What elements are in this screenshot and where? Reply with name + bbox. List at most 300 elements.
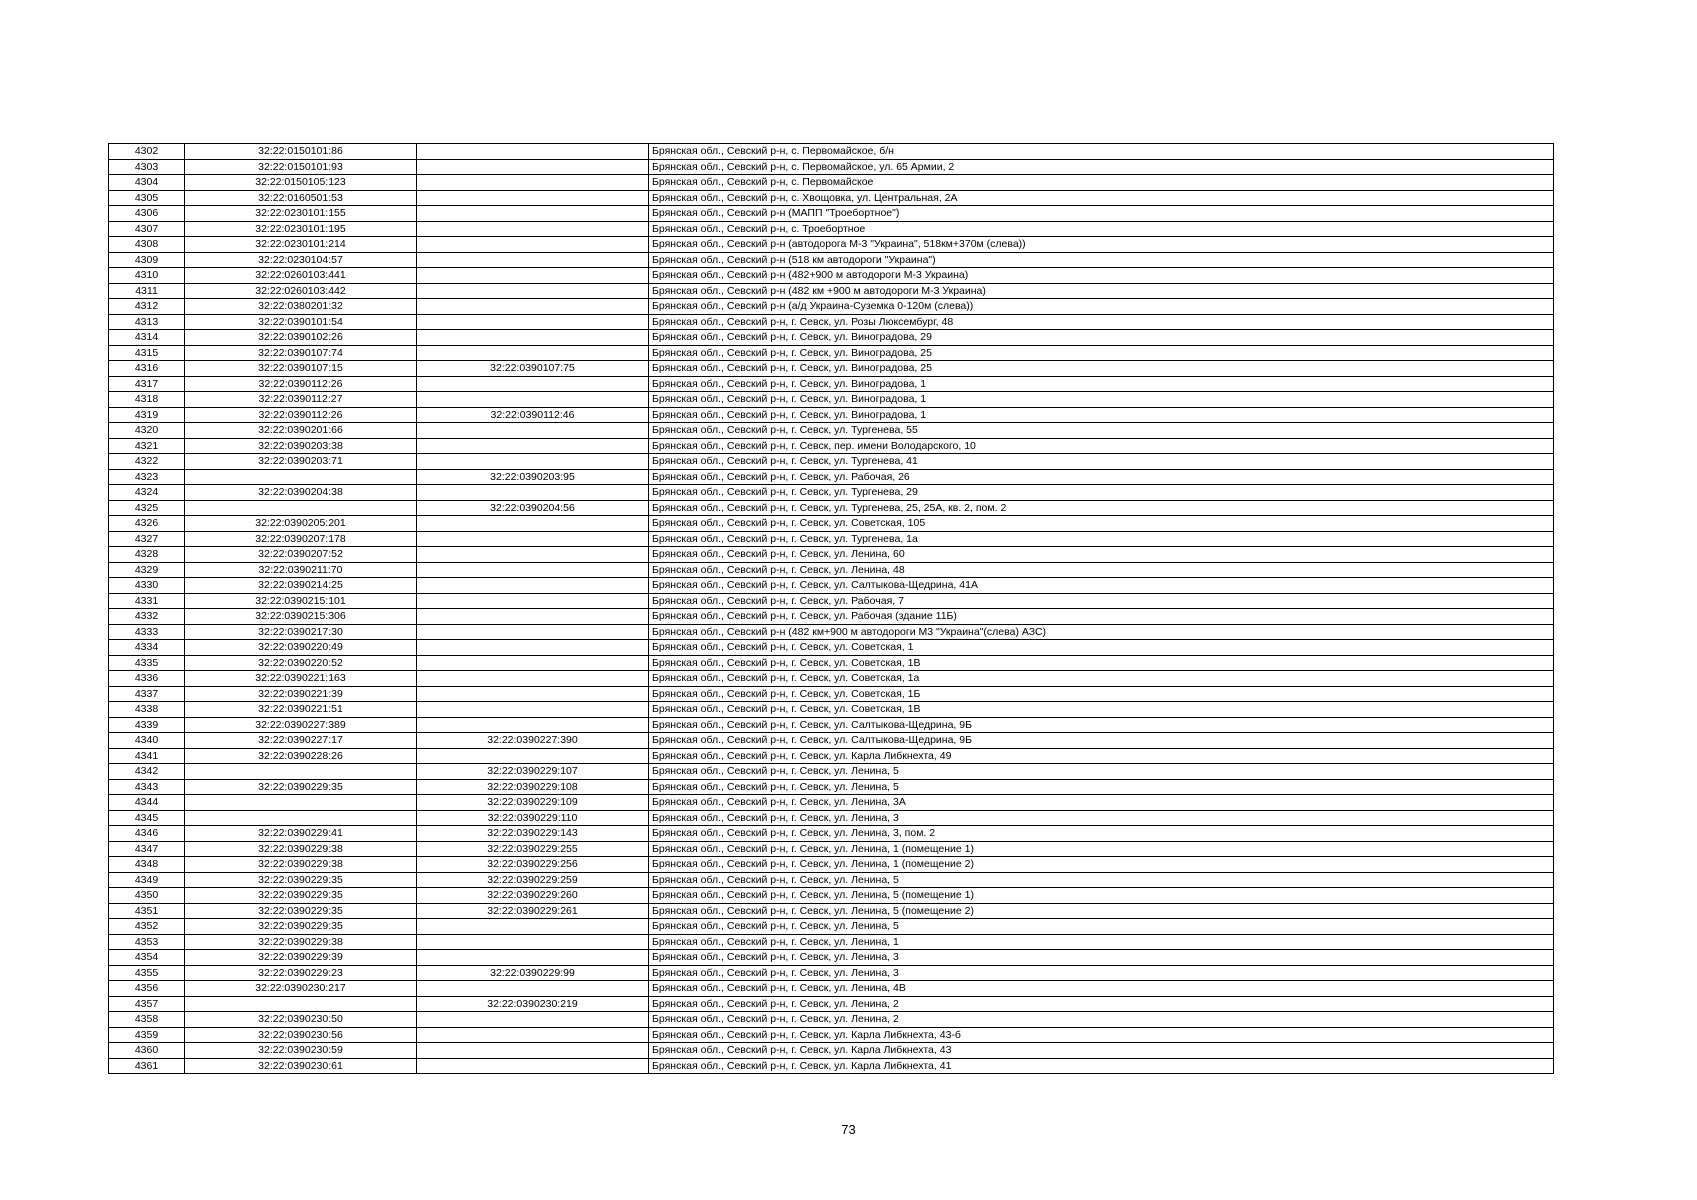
cadastral-number-cell: 32:22:0390229:35	[185, 779, 417, 795]
address-cell: Брянская обл., Севский р-н, г. Севск, ул. Рабочая (здание 11Б)	[649, 609, 1554, 625]
table-row	[109, 547, 1554, 563]
cadastral-number-cell	[185, 810, 417, 826]
table-row	[109, 795, 1554, 811]
related-cadastral-cell: 32:22:0390204:56	[417, 500, 649, 516]
related-cadastral-cell: 32:22:0390229:256	[417, 857, 649, 873]
related-cadastral-cell	[417, 190, 649, 206]
address-cell: Брянская обл., Севский р-н, г. Севск, ул. Виноградова, 25	[649, 361, 1554, 377]
related-cadastral-cell	[417, 547, 649, 563]
cadastral-number-cell: 32:22:0390229:23	[185, 965, 417, 981]
table-row	[109, 640, 1554, 656]
address-cell: Брянская обл., Севский р-н, г. Севск, ул. Тургенева, 1а	[649, 531, 1554, 547]
page-number: 73	[841, 1122, 856, 1137]
related-cadastral-cell	[417, 345, 649, 361]
table-row	[109, 1012, 1554, 1028]
table-row	[109, 252, 1554, 268]
address-cell: Брянская обл., Севский р-н (482 км +900 м автодороги М-3 Украина)	[649, 283, 1554, 299]
row-number-cell: 4321	[109, 438, 185, 454]
row-number-cell: 4327	[109, 531, 185, 547]
address-cell: Брянская обл., Севский р-н, г. Севск, ул. Советская, 1В	[649, 702, 1554, 718]
table-row	[109, 717, 1554, 733]
cadastral-number-cell: 32:22:0390229:35	[185, 919, 417, 935]
row-number-cell: 4323	[109, 469, 185, 485]
related-cadastral-cell	[417, 934, 649, 950]
row-number-cell: 4361	[109, 1058, 185, 1074]
row-number-cell: 4334	[109, 640, 185, 656]
cadastral-number-cell: 32:22:0390221:39	[185, 686, 417, 702]
address-cell: Брянская обл., Севский р-н, г. Севск, ул. Советская, 1Б	[649, 686, 1554, 702]
cadastral-number-cell: 32:22:0390230:59	[185, 1043, 417, 1059]
row-number-cell: 4310	[109, 268, 185, 284]
row-number-cell: 4331	[109, 593, 185, 609]
related-cadastral-cell	[417, 640, 649, 656]
related-cadastral-cell	[417, 159, 649, 175]
address-cell: Брянская обл., Севский р-н, г. Севск, ул. Тургенева, 29	[649, 485, 1554, 501]
related-cadastral-cell	[417, 655, 649, 671]
table-row	[109, 686, 1554, 702]
table-row	[109, 516, 1554, 532]
table-row	[109, 810, 1554, 826]
table-row	[109, 159, 1554, 175]
address-cell: Брянская обл., Севский р-н, г. Севск, ул. Советская, 1а	[649, 671, 1554, 687]
related-cadastral-cell	[417, 578, 649, 594]
cadastral-number-cell: 32:22:0390215:306	[185, 609, 417, 625]
related-cadastral-cell	[417, 252, 649, 268]
row-number-cell: 4341	[109, 748, 185, 764]
address-cell: Брянская обл., Севский р-н, г. Севск, ул. Рабочая, 26	[649, 469, 1554, 485]
row-number-cell: 4358	[109, 1012, 185, 1028]
table-row	[109, 624, 1554, 640]
address-cell: Брянская обл., Севский р-н, г. Севск, ул. Ленина, 5 (помещение 2)	[649, 903, 1554, 919]
row-number-cell: 4359	[109, 1027, 185, 1043]
table-row	[109, 934, 1554, 950]
table-row	[109, 392, 1554, 408]
row-number-cell: 4313	[109, 314, 185, 330]
cadastral-number-cell: 32:22:0390102:26	[185, 330, 417, 346]
related-cadastral-cell	[417, 748, 649, 764]
cadastral-number-cell: 32:22:0390112:26	[185, 407, 417, 423]
table-row	[109, 872, 1554, 888]
related-cadastral-cell	[417, 702, 649, 718]
cadastral-number-cell: 32:22:0150101:93	[185, 159, 417, 175]
address-cell: Брянская обл., Севский р-н, г. Севск, ул. Тургенева, 41	[649, 454, 1554, 470]
address-cell: Брянская обл., Севский р-н, г. Севск, ул. Карла Либкнехта, 43-б	[649, 1027, 1554, 1043]
cadastral-number-cell: 32:22:0150101:86	[185, 144, 417, 160]
cadastral-number-cell: 32:22:0390229:35	[185, 903, 417, 919]
related-cadastral-cell	[417, 206, 649, 222]
row-number-cell: 4317	[109, 376, 185, 392]
cadastral-number-cell: 32:22:0390230:61	[185, 1058, 417, 1074]
address-cell: Брянская обл., Севский р-н, г. Севск, ул. Ленина, 5	[649, 919, 1554, 935]
cadastral-number-cell: 32:22:0390230:56	[185, 1027, 417, 1043]
row-number-cell: 4360	[109, 1043, 185, 1059]
row-number-cell: 4346	[109, 826, 185, 842]
table-row	[109, 531, 1554, 547]
row-number-cell: 4322	[109, 454, 185, 470]
table-row	[109, 407, 1554, 423]
address-cell: Брянская обл., Севский р-н, г. Севск, ул. Салтыкова-Щедрина, 41А	[649, 578, 1554, 594]
cadastral-number-cell: 32:22:0390229:35	[185, 872, 417, 888]
row-number-cell: 4356	[109, 981, 185, 997]
row-number-cell: 4355	[109, 965, 185, 981]
address-cell: Брянская обл., Севский р-н, г. Севск, ул. Советская, 1	[649, 640, 1554, 656]
cadastral-number-cell: 32:22:0390211:70	[185, 562, 417, 578]
address-cell: Брянская обл., Севский р-н, г. Севск, ул. Ленина, 3, пом. 2	[649, 826, 1554, 842]
cadastral-number-cell: 32:22:0230101:214	[185, 237, 417, 253]
table-row	[109, 748, 1554, 764]
related-cadastral-cell: 32:22:0390229:109	[417, 795, 649, 811]
related-cadastral-cell	[417, 1027, 649, 1043]
row-number-cell: 4316	[109, 361, 185, 377]
cadastral-number-cell: 32:22:0390229:41	[185, 826, 417, 842]
related-cadastral-cell	[417, 423, 649, 439]
table-row	[109, 268, 1554, 284]
cadastral-number-cell	[185, 764, 417, 780]
related-cadastral-cell	[417, 144, 649, 160]
address-cell: Брянская обл., Севский р-н, г. Севск, ул. Ленина, 1	[649, 934, 1554, 950]
cadastral-number-cell: 32:22:0390227:389	[185, 717, 417, 733]
table-row	[109, 996, 1554, 1012]
cadastral-number-cell: 32:22:0390220:52	[185, 655, 417, 671]
related-cadastral-cell: 32:22:0390229:261	[417, 903, 649, 919]
cadastral-number-cell: 32:22:0390229:38	[185, 841, 417, 857]
row-number-cell: 4303	[109, 159, 185, 175]
cadastral-number-cell: 32:22:0390203:38	[185, 438, 417, 454]
related-cadastral-cell	[417, 485, 649, 501]
table-row	[109, 702, 1554, 718]
row-number-cell: 4312	[109, 299, 185, 315]
related-cadastral-cell	[417, 919, 649, 935]
related-cadastral-cell	[417, 562, 649, 578]
address-cell: Брянская обл., Севский р-н, с. Первомайское, б/н	[649, 144, 1554, 160]
address-cell: Брянская обл., Севский р-н, г. Севск, ул. Ленина, 60	[649, 547, 1554, 563]
related-cadastral-cell	[417, 330, 649, 346]
table-row	[109, 376, 1554, 392]
address-cell: Брянская обл., Севский р-н, г. Севск, ул. Ленина, 5	[649, 764, 1554, 780]
address-cell: Брянская обл., Севский р-н, г. Севск, ул. Салтыкова-Щедрина, 9Б	[649, 733, 1554, 749]
address-cell: Брянская обл., Севский р-н, с. Троебортное	[649, 221, 1554, 237]
table-row	[109, 144, 1554, 160]
property-table	[108, 143, 1554, 1074]
related-cadastral-cell	[417, 593, 649, 609]
table-row	[109, 562, 1554, 578]
row-number-cell: 4335	[109, 655, 185, 671]
related-cadastral-cell	[417, 221, 649, 237]
table-row	[109, 423, 1554, 439]
related-cadastral-cell	[417, 1012, 649, 1028]
address-cell: Брянская обл., Севский р-н, г. Севск, ул. Ленина, 5	[649, 872, 1554, 888]
table-row	[109, 841, 1554, 857]
table-row	[109, 1043, 1554, 1059]
related-cadastral-cell	[417, 686, 649, 702]
row-number-cell: 4336	[109, 671, 185, 687]
related-cadastral-cell	[417, 268, 649, 284]
row-number-cell: 4357	[109, 996, 185, 1012]
table-row	[109, 888, 1554, 904]
row-number-cell: 4306	[109, 206, 185, 222]
row-number-cell: 4339	[109, 717, 185, 733]
address-cell: Брянская обл., Севский р-н, г. Севск, ул. Ленина, 5 (помещение 1)	[649, 888, 1554, 904]
table-row	[109, 237, 1554, 253]
cadastral-number-cell	[185, 795, 417, 811]
row-number-cell: 4332	[109, 609, 185, 625]
related-cadastral-cell: 32:22:0390229:99	[417, 965, 649, 981]
address-cell: Брянская обл., Севский р-н, г. Севск, ул. Ленина, 1 (помещение 1)	[649, 841, 1554, 857]
cadastral-number-cell: 32:22:0390107:74	[185, 345, 417, 361]
related-cadastral-cell	[417, 283, 649, 299]
related-cadastral-cell	[417, 516, 649, 532]
related-cadastral-cell: 32:22:0390229:107	[417, 764, 649, 780]
address-cell: Брянская обл., Севский р-н, г. Севск, ул. Виноградова, 29	[649, 330, 1554, 346]
related-cadastral-cell	[417, 299, 649, 315]
table-body	[109, 144, 1554, 1074]
address-cell: Брянская обл., Севский р-н, г. Севск, ул. Тургенева, 55	[649, 423, 1554, 439]
address-cell: Брянская обл., Севский р-н, г. Севск, ул. Ленина, 3	[649, 965, 1554, 981]
address-cell: Брянская обл., Севский р-н, г. Севск, ул. Виноградова, 1	[649, 407, 1554, 423]
related-cadastral-cell	[417, 392, 649, 408]
cadastral-number-cell: 32:22:0390101:54	[185, 314, 417, 330]
row-number-cell: 4325	[109, 500, 185, 516]
related-cadastral-cell	[417, 950, 649, 966]
address-cell: Брянская обл., Севский р-н, г. Севск, ул. Ленина, 1 (помещение 2)	[649, 857, 1554, 873]
row-number-cell: 4324	[109, 485, 185, 501]
address-cell: Брянская обл., Севский р-н, г. Севск, ул. Ленина, 3	[649, 810, 1554, 826]
cadastral-number-cell: 32:22:0380201:32	[185, 299, 417, 315]
row-number-cell: 4351	[109, 903, 185, 919]
table-row	[109, 469, 1554, 485]
related-cadastral-cell	[417, 624, 649, 640]
cadastral-number-cell: 32:22:0390230:217	[185, 981, 417, 997]
address-cell: Брянская обл., Севский р-н, г. Севск, ул. Салтыкова-Щедрина, 9Б	[649, 717, 1554, 733]
table-row	[109, 733, 1554, 749]
cadastral-number-cell: 32:22:0390215:101	[185, 593, 417, 609]
address-cell: Брянская обл., Севский р-н (автодорога М-3 "Украина", 518км+370м (слева))	[649, 237, 1554, 253]
table-row	[109, 1058, 1554, 1074]
address-cell: Брянская обл., Севский р-н (482 км+900 м автодороги М3 "Украина"(слева) АЗС)	[649, 624, 1554, 640]
table-row	[109, 314, 1554, 330]
address-cell: Брянская обл., Севский р-н, г. Севск, ул. Розы Люксембург, 48	[649, 314, 1554, 330]
cadastral-number-cell: 32:22:0390207:178	[185, 531, 417, 547]
table-row	[109, 345, 1554, 361]
table-row	[109, 221, 1554, 237]
row-number-cell: 4342	[109, 764, 185, 780]
cadastral-number-cell: 32:22:0390207:52	[185, 547, 417, 563]
table-row	[109, 330, 1554, 346]
row-number-cell: 4320	[109, 423, 185, 439]
cadastral-number-cell: 32:22:0390230:50	[185, 1012, 417, 1028]
cadastral-number-cell: 32:22:0390112:26	[185, 376, 417, 392]
cadastral-number-cell: 32:22:0390228:26	[185, 748, 417, 764]
row-number-cell: 4318	[109, 392, 185, 408]
table-row	[109, 578, 1554, 594]
address-cell: Брянская обл., Севский р-н, г. Севск, ул. Ленина, 3А	[649, 795, 1554, 811]
cadastral-number-cell: 32:22:0390204:38	[185, 485, 417, 501]
table-row	[109, 1027, 1554, 1043]
table-row	[109, 175, 1554, 191]
table-row	[109, 857, 1554, 873]
row-number-cell: 4314	[109, 330, 185, 346]
table-row	[109, 500, 1554, 516]
row-number-cell: 4347	[109, 841, 185, 857]
row-number-cell: 4326	[109, 516, 185, 532]
address-cell: Брянская обл., Севский р-н, г. Севск, ул. Виноградова, 25	[649, 345, 1554, 361]
related-cadastral-cell: 32:22:0390229:110	[417, 810, 649, 826]
row-number-cell: 4338	[109, 702, 185, 718]
related-cadastral-cell: 32:22:0390229:255	[417, 841, 649, 857]
address-cell: Брянская обл., Севский р-н (а/д Украина-Суземка 0-120м (слева))	[649, 299, 1554, 315]
related-cadastral-cell: 32:22:0390229:108	[417, 779, 649, 795]
address-cell: Брянская обл., Севский р-н, г. Севск, ул. Рабочая, 7	[649, 593, 1554, 609]
row-number-cell: 4311	[109, 283, 185, 299]
cadastral-number-cell: 32:22:0260103:442	[185, 283, 417, 299]
table-row	[109, 283, 1554, 299]
table-row	[109, 190, 1554, 206]
related-cadastral-cell: 32:22:0390229:260	[417, 888, 649, 904]
cadastral-number-cell: 32:22:0390107:15	[185, 361, 417, 377]
cadastral-number-cell: 32:22:0390229:39	[185, 950, 417, 966]
cadastral-number-cell: 32:22:0390221:51	[185, 702, 417, 718]
address-cell: Брянская обл., Севский р-н, г. Севск, ул. Тургенева, 25, 25А, кв. 2, пом. 2	[649, 500, 1554, 516]
cadastral-number-cell: 32:22:0390221:163	[185, 671, 417, 687]
cadastral-number-cell: 32:22:0230101:155	[185, 206, 417, 222]
cadastral-number-cell: 32:22:0160501:53	[185, 190, 417, 206]
table-row	[109, 764, 1554, 780]
cadastral-number-cell	[185, 996, 417, 1012]
cadastral-number-cell: 32:22:0390229:38	[185, 934, 417, 950]
table-row	[109, 919, 1554, 935]
address-cell: Брянская обл., Севский р-н, г. Севск, ул. Виноградова, 1	[649, 376, 1554, 392]
row-number-cell: 4333	[109, 624, 185, 640]
table-row	[109, 655, 1554, 671]
table-row	[109, 826, 1554, 842]
related-cadastral-cell: 32:22:0390227:390	[417, 733, 649, 749]
address-cell: Брянская обл., Севский р-н, г. Севск, ул. Советская, 105	[649, 516, 1554, 532]
address-cell: Брянская обл., Севский р-н, г. Севск, ул. Ленина, 2	[649, 1012, 1554, 1028]
row-number-cell: 4352	[109, 919, 185, 935]
related-cadastral-cell	[417, 609, 649, 625]
row-number-cell: 4348	[109, 857, 185, 873]
address-cell: Брянская обл., Севский р-н, г. Севск, ул. Ленина, 4В	[649, 981, 1554, 997]
row-number-cell: 4349	[109, 872, 185, 888]
row-number-cell: 4329	[109, 562, 185, 578]
table-row	[109, 981, 1554, 997]
table-row	[109, 609, 1554, 625]
related-cadastral-cell	[417, 237, 649, 253]
related-cadastral-cell	[417, 314, 649, 330]
address-cell: Брянская обл., Севский р-н, г. Севск, ул. Карла Либкнехта, 43	[649, 1043, 1554, 1059]
row-number-cell: 4344	[109, 795, 185, 811]
table-row	[109, 950, 1554, 966]
cadastral-number-cell: 32:22:0230104:57	[185, 252, 417, 268]
address-cell: Брянская обл., Севский р-н (518 км автодороги "Украина")	[649, 252, 1554, 268]
row-number-cell: 4319	[109, 407, 185, 423]
row-number-cell: 4305	[109, 190, 185, 206]
cadastral-number-cell: 32:22:0390203:71	[185, 454, 417, 470]
address-cell: Брянская обл., Севский р-н, г. Севск, ул. Ленина, 48	[649, 562, 1554, 578]
related-cadastral-cell	[417, 717, 649, 733]
row-number-cell: 4309	[109, 252, 185, 268]
address-cell: Брянская обл., Севский р-н, г. Севск, ул. Ленина, 2	[649, 996, 1554, 1012]
related-cadastral-cell	[417, 438, 649, 454]
row-number-cell: 4302	[109, 144, 185, 160]
cadastral-number-cell: 32:22:0150105:123	[185, 175, 417, 191]
cadastral-number-cell: 32:22:0390112:27	[185, 392, 417, 408]
related-cadastral-cell: 32:22:0390230:219	[417, 996, 649, 1012]
address-cell: Брянская обл., Севский р-н, г. Севск, ул. Ленина, 3	[649, 950, 1554, 966]
row-number-cell: 4330	[109, 578, 185, 594]
address-cell: Брянская обл., Севский р-н, г. Севск, пер. имени Володарского, 10	[649, 438, 1554, 454]
address-cell: Брянская обл., Севский р-н, г. Севск, ул. Карла Либкнехта, 41	[649, 1058, 1554, 1074]
related-cadastral-cell: 32:22:0390107:75	[417, 361, 649, 377]
cadastral-number-cell: 32:22:0390229:38	[185, 857, 417, 873]
row-number-cell: 4304	[109, 175, 185, 191]
cadastral-number-cell: 32:22:0230101:195	[185, 221, 417, 237]
related-cadastral-cell	[417, 531, 649, 547]
table-row	[109, 438, 1554, 454]
table-row	[109, 206, 1554, 222]
related-cadastral-cell	[417, 376, 649, 392]
address-cell: Брянская обл., Севский р-н, с. Хвощовка, ул. Центральная, 2А	[649, 190, 1554, 206]
cadastral-number-cell: 32:22:0390227:17	[185, 733, 417, 749]
address-cell: Брянская обл., Севский р-н, г. Севск, ул. Карла Либкнехта, 49	[649, 748, 1554, 764]
row-number-cell: 4345	[109, 810, 185, 826]
row-number-cell: 4350	[109, 888, 185, 904]
row-number-cell: 4353	[109, 934, 185, 950]
table-row	[109, 299, 1554, 315]
row-number-cell: 4308	[109, 237, 185, 253]
row-number-cell: 4337	[109, 686, 185, 702]
table-row	[109, 454, 1554, 470]
table-row	[109, 903, 1554, 919]
table-row	[109, 671, 1554, 687]
cadastral-number-cell	[185, 469, 417, 485]
address-cell: Брянская обл., Севский р-н, г. Севск, ул. Виноградова, 1	[649, 392, 1554, 408]
related-cadastral-cell	[417, 671, 649, 687]
related-cadastral-cell: 32:22:0390229:143	[417, 826, 649, 842]
address-cell: Брянская обл., Севский р-н (482+900 м автодороги М-3 Украина)	[649, 268, 1554, 284]
table-row	[109, 485, 1554, 501]
related-cadastral-cell	[417, 1058, 649, 1074]
related-cadastral-cell	[417, 454, 649, 470]
row-number-cell: 4340	[109, 733, 185, 749]
address-cell: Брянская обл., Севский р-н (МАПП "Троебортное")	[649, 206, 1554, 222]
cadastral-number-cell: 32:22:0390229:35	[185, 888, 417, 904]
table-row	[109, 779, 1554, 795]
row-number-cell: 4343	[109, 779, 185, 795]
related-cadastral-cell: 32:22:0390229:259	[417, 872, 649, 888]
cadastral-number-cell	[185, 500, 417, 516]
address-cell: Брянская обл., Севский р-н, с. Первомайское, ул. 65 Армии, 2	[649, 159, 1554, 175]
related-cadastral-cell: 32:22:0390112:46	[417, 407, 649, 423]
row-number-cell: 4315	[109, 345, 185, 361]
row-number-cell: 4354	[109, 950, 185, 966]
table-row	[109, 593, 1554, 609]
table-row	[109, 361, 1554, 377]
cadastral-number-cell: 32:22:0390220:49	[185, 640, 417, 656]
cadastral-number-cell: 32:22:0390201:66	[185, 423, 417, 439]
row-number-cell: 4328	[109, 547, 185, 563]
cadastral-number-cell: 32:22:0390217:30	[185, 624, 417, 640]
address-cell: Брянская обл., Севский р-н, г. Севск, ул. Ленина, 5	[649, 779, 1554, 795]
related-cadastral-cell	[417, 1043, 649, 1059]
related-cadastral-cell: 32:22:0390203:95	[417, 469, 649, 485]
address-cell: Брянская обл., Севский р-н, с. Первомайское	[649, 175, 1554, 191]
cadastral-number-cell: 32:22:0260103:441	[185, 268, 417, 284]
table-row	[109, 965, 1554, 981]
related-cadastral-cell	[417, 175, 649, 191]
cadastral-number-cell: 32:22:0390214:25	[185, 578, 417, 594]
related-cadastral-cell	[417, 981, 649, 997]
